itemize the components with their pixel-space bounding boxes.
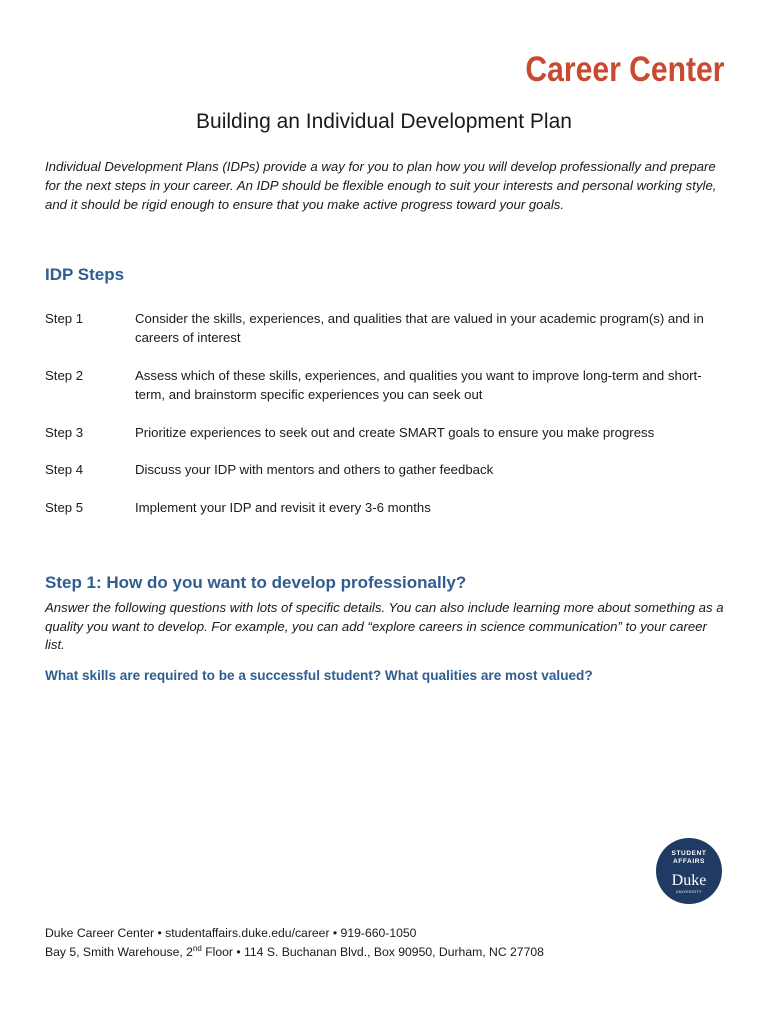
footer-address-line bbox=[45, 943, 725, 962]
footer-address-sup: nd bbox=[192, 943, 202, 953]
step-label: Step 3 bbox=[45, 425, 84, 440]
step-label: Step 1 bbox=[45, 311, 84, 326]
step-text: Discuss your IDP with mentors and others to gather feedback bbox=[135, 462, 494, 477]
seal-line2: AFFAIRS bbox=[672, 858, 705, 865]
footer-address-b: Floor • 114 S. Buchanan Blvd., Box 90950, Durham, NC 27708 bbox=[201, 945, 544, 959]
skills-question: What skills are required to be a successful student? What qualities are most valued? bbox=[45, 668, 593, 683]
step-text: Assess which of these skills, experiences, and qualities you want to improve long-term and short-term, and brainstorm specific experiences you can seek out bbox=[135, 368, 702, 402]
seal-text bbox=[656, 850, 722, 866]
step1-heading: Step 1: How do you want to develop professionally? bbox=[45, 573, 467, 592]
page-title: Building an Individual Development Plan bbox=[196, 110, 572, 133]
step-label: Step 4 bbox=[45, 462, 84, 477]
intro-paragraph: Individual Development Plans (IDPs) provide a way for you to plan how you will develop professionally and prepare for the next steps in your career. An IDP should be flexible enough to suit your interests and personal working style, and it should be rigid enough to ensure that you make active progress toward your goals. bbox=[45, 159, 717, 212]
step-text: Consider the skills, experiences, and qualities that are valued in your academic program(s) and in careers of interest bbox=[135, 311, 704, 345]
seal-sub: UNIVERSITY bbox=[675, 890, 702, 894]
seal-line1: STUDENT bbox=[671, 850, 707, 857]
seal-name: Duke bbox=[671, 872, 707, 889]
footer-address-a: Bay 5, Smith Warehouse, 2 bbox=[45, 945, 193, 959]
idp-steps-heading: IDP Steps bbox=[45, 265, 125, 284]
duke-student-affairs-seal bbox=[656, 838, 722, 904]
footer-contact-line: Duke Career Center • studentaffairs.duke.edu/career • 919-660-1050 bbox=[45, 926, 417, 940]
step-text: Implement your IDP and revisit it every 3-6 months bbox=[135, 500, 431, 515]
career-center-logo: Career Center bbox=[524, 50, 724, 89]
step-text: Prioritize experiences to seek out and create SMART goals to ensure you make progress bbox=[135, 425, 655, 440]
step-label: Step 2 bbox=[45, 368, 84, 383]
step-label: Step 5 bbox=[45, 500, 84, 515]
footer bbox=[45, 924, 725, 962]
step1-instructions: Answer the following questions with lots of specific details. You can also include learning more about something as a quality you want to develop. For example, you can add “explore careers in science communication” to your career list. bbox=[45, 600, 724, 652]
